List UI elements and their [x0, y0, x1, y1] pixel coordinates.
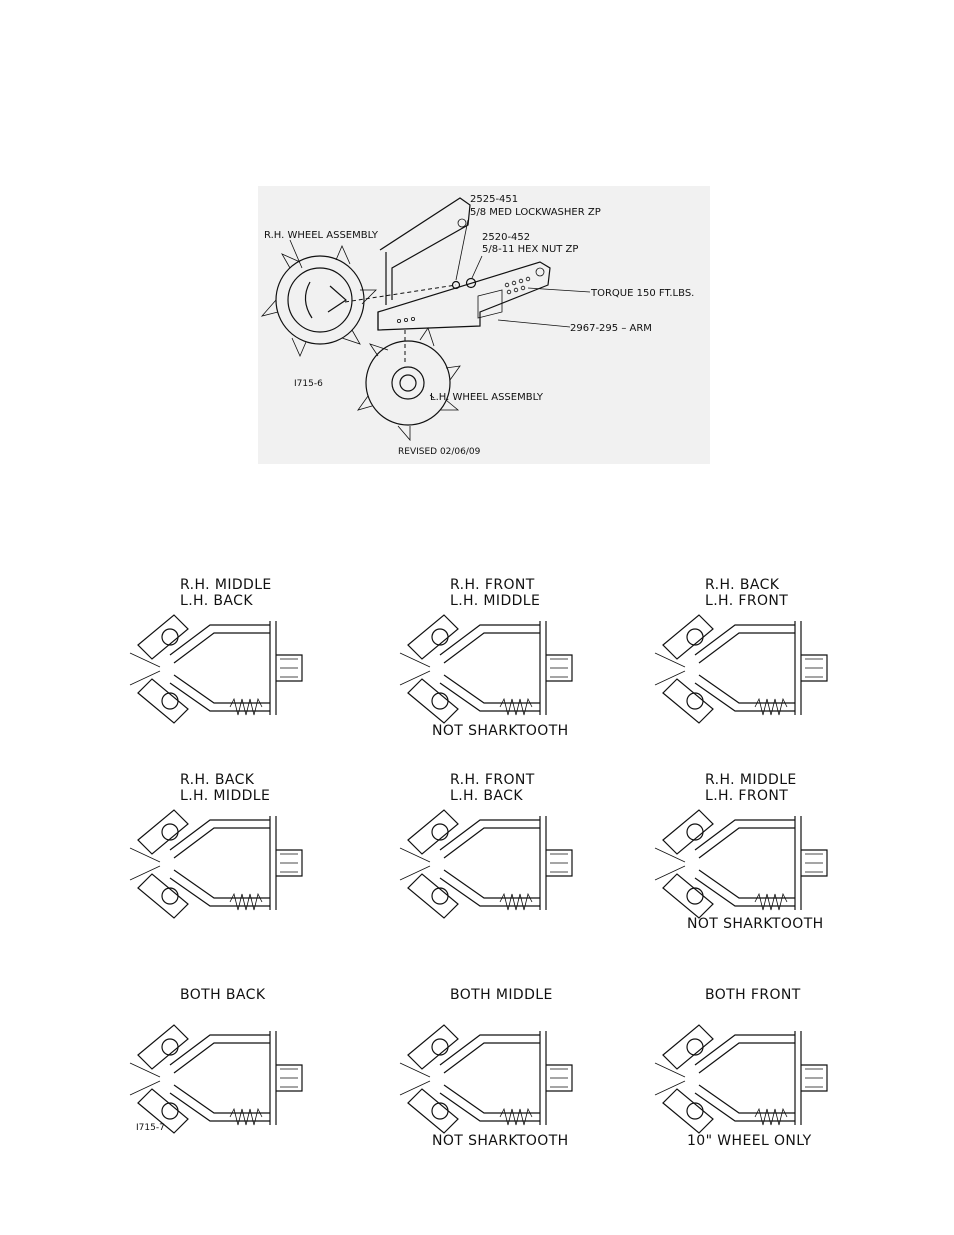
- config-label-line1: BOTH BACK: [180, 987, 266, 1003]
- arm-label: 2967-295 – ARM: [570, 323, 652, 334]
- configuration-panel: [400, 772, 572, 918]
- config-label-line1: R.H. MIDDLE: [705, 772, 797, 788]
- nut-desc: 5/8-11 HEX NUT ZP: [482, 244, 579, 255]
- configuration-panel: [655, 772, 827, 932]
- config-label-line1: R.H. BACK: [705, 577, 780, 593]
- config-note: NOT SHARKTOOTH: [687, 916, 824, 932]
- config-label-line1: BOTH MIDDLE: [450, 987, 553, 1003]
- config-label-line2: L.H. FRONT: [705, 593, 789, 609]
- configuration-panel: [400, 577, 572, 739]
- rh-wheel-label: R.H. WHEEL ASSEMBLY: [264, 230, 378, 241]
- row-unit-drawing: [655, 810, 827, 918]
- configuration-panel: [655, 577, 827, 723]
- config-label-line2: L.H. FRONT: [705, 788, 789, 804]
- configuration-panel: [655, 987, 827, 1149]
- row-unit-drawing: [130, 1025, 302, 1133]
- drawing-number-2: I715-7: [136, 1123, 165, 1133]
- config-label-line1: R.H. BACK: [180, 772, 255, 788]
- configuration-panel: [130, 987, 302, 1133]
- lh-wheel-label: L.H. WHEEL ASSEMBLY: [430, 392, 543, 403]
- config-label-line1: R.H. MIDDLE: [180, 577, 272, 593]
- configuration-panel: [130, 577, 302, 723]
- drawing-number-1: I715-6: [294, 379, 323, 389]
- config-note: 10" WHEEL ONLY: [687, 1133, 812, 1149]
- config-label-line2: L.H. BACK: [180, 593, 253, 609]
- nut-part: 2520-452: [482, 232, 531, 243]
- lockwasher-desc: 5/8 MED LOCKWASHER ZP: [470, 207, 601, 218]
- config-label-line1: R.H. FRONT: [450, 577, 535, 593]
- config-note: NOT SHARKTOOTH: [432, 1133, 569, 1149]
- row-unit-drawing: [655, 615, 827, 723]
- config-label-line2: L.H. BACK: [450, 788, 523, 804]
- torque-label: TORQUE 150 FT.LBS.: [591, 288, 695, 299]
- configuration-panel: [130, 772, 302, 918]
- config-label-line1: BOTH FRONT: [705, 987, 801, 1003]
- row-unit-drawing: [400, 615, 572, 723]
- configuration-panel: [400, 987, 572, 1149]
- row-unit-drawing: [400, 810, 572, 918]
- row-unit-drawing: [130, 615, 302, 723]
- lockwasher-part: 2525-451: [470, 194, 519, 205]
- row-unit-drawing: [400, 1025, 572, 1133]
- row-unit-drawing: [130, 810, 302, 918]
- config-label-line2: L.H. MIDDLE: [450, 593, 541, 609]
- config-label-line2: L.H. MIDDLE: [180, 788, 271, 804]
- row-unit-drawing: [655, 1025, 827, 1133]
- config-label-line1: R.H. FRONT: [450, 772, 535, 788]
- configuration-grid: [130, 577, 827, 1149]
- config-note: NOT SHARKTOOTH: [432, 723, 569, 739]
- revised-date: REVISED 02/06/09: [398, 447, 481, 457]
